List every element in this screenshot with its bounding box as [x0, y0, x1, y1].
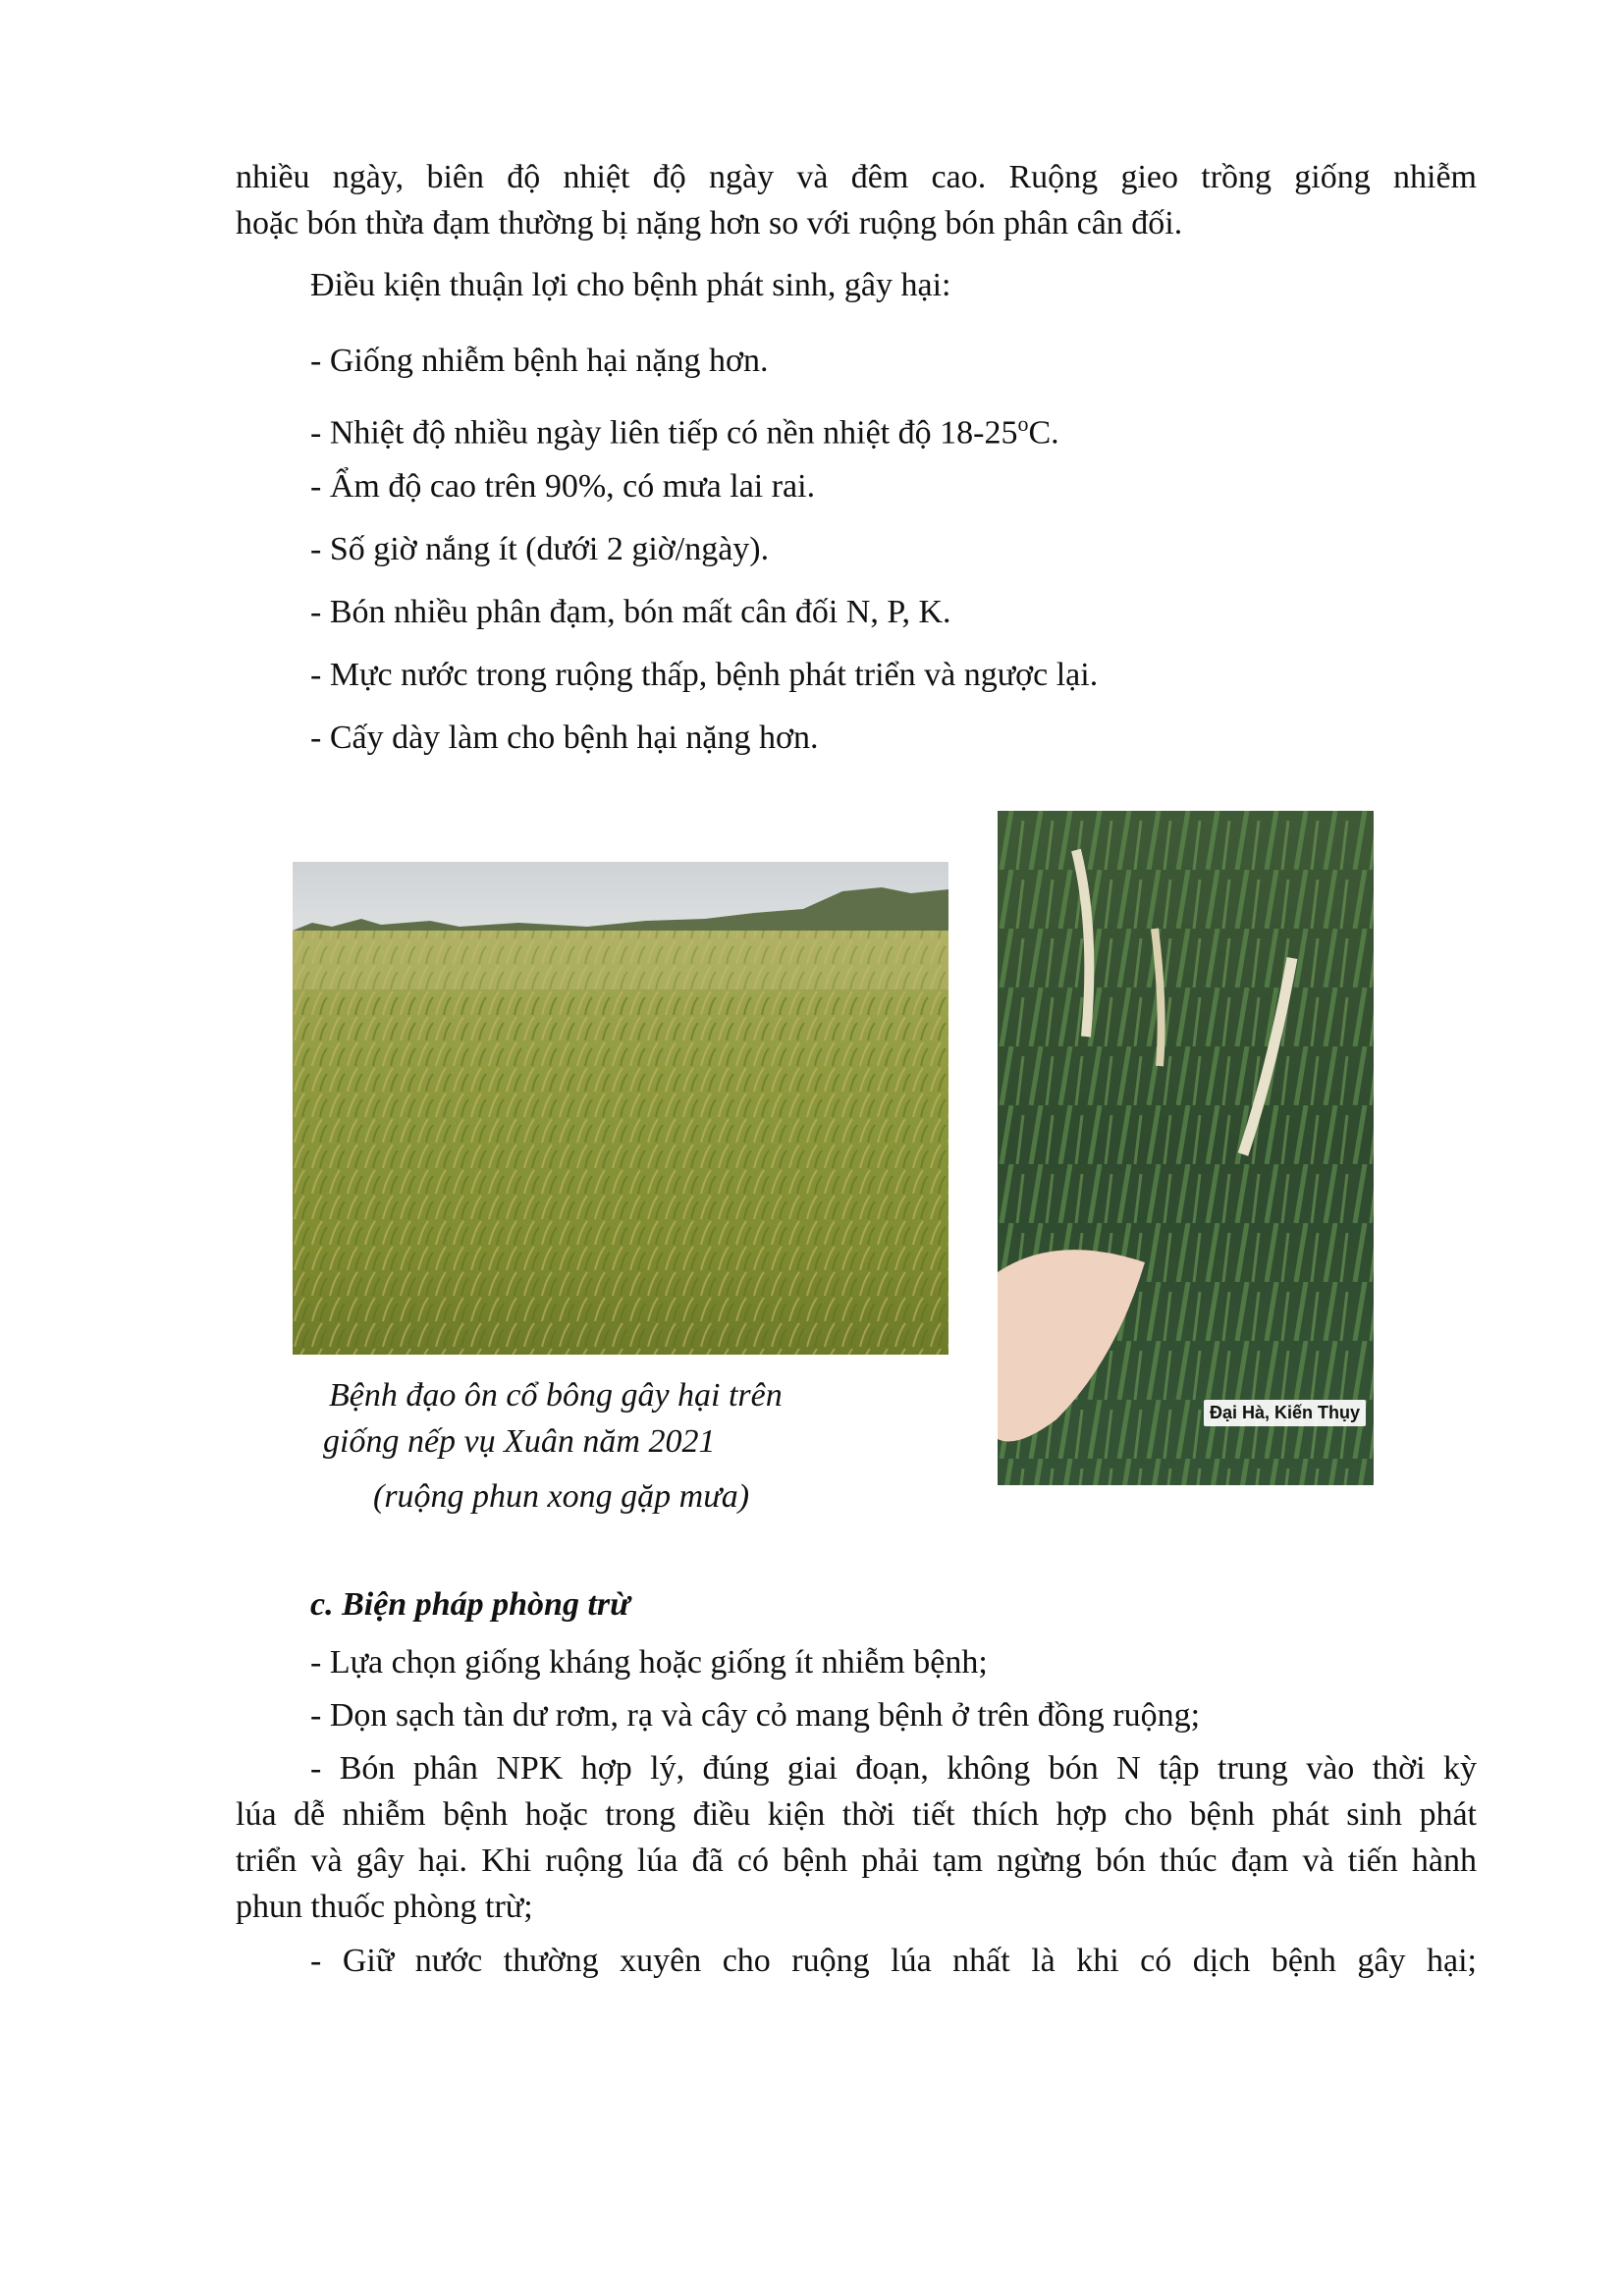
measure-item: - Bón phân NPK hợp lý, đúng giai đoạn, không bón N tập trung vào thời kỳ — [310, 1750, 1477, 1787]
infected-panicle-photo — [998, 811, 1374, 1485]
figure-caption-line: (ruộng phun xong gặp mưa) — [373, 1478, 750, 1515]
measure-item: - Giữ nước thường xuyên cho ruộng lúa nhất là khi có dịch bệnh gây hại; — [310, 1943, 1477, 1979]
degree-unit: C. — [1028, 414, 1059, 452]
measure-item: - Dọn sạch tàn dư rơm, rạ và cây cỏ mang bệnh ở trên đồng ruộng; — [310, 1697, 1201, 1734]
paragraph-line: nhiều ngày, biên độ nhiệt độ ngày và đêm cao. Ruộng gieo trồng giống nhiễm — [236, 159, 1477, 195]
measure-item-cont: lúa dễ nhiễm bệnh hoặc trong điều kiện thời tiết thích hợp cho bệnh phát sinh phát — [236, 1796, 1477, 1833]
conditions-intro: Điều kiện thuận lợi cho bệnh phát sinh, gây hại: — [310, 267, 951, 303]
condition-item: - Giống nhiễm bệnh hại nặng hơn. — [310, 343, 769, 379]
condition-item: - Bón nhiều phân đạm, bón mất cân đối N, P, K. — [310, 594, 951, 630]
figure-caption-line: Bệnh đạo ôn cổ bông gây hại trên — [329, 1377, 783, 1414]
panicle-closeup-image — [998, 811, 1374, 1485]
condition-item: - Mực nước trong ruộng thấp, bệnh phát triển và ngược lại. — [310, 657, 1099, 693]
section-heading: c. Biện pháp phòng trừ — [310, 1586, 630, 1623]
degree-symbol: o — [1017, 411, 1029, 436]
paragraph-line: hoặc bón thừa đạm thường bị nặng hơn so với ruộng bón phân cân đối. — [236, 205, 1183, 241]
measure-item-cont: phun thuốc phòng trừ; — [236, 1889, 533, 1925]
measure-item-cont: triển và gây hại. Khi ruộng lúa đã có bệnh phải tạm ngừng bón thúc đạm và tiến hành — [236, 1842, 1477, 1879]
condition-text: - Nhiệt độ nhiều ngày liên tiếp có nền nhiệt độ 18-25 — [310, 414, 1018, 452]
rice-field-image — [293, 862, 948, 1355]
figure-caption-line: giống nếp vụ Xuân năm 2021 — [323, 1423, 716, 1460]
photo-location-label: Đại Hà, Kiến Thụy — [1204, 1400, 1366, 1426]
condition-item: - Cấy dày làm cho bệnh hại nặng hơn. — [310, 720, 819, 756]
rice-field-photo — [293, 862, 948, 1355]
condition-item: - Số giờ nắng ít (dưới 2 giờ/ngày). — [310, 531, 770, 567]
condition-item — [310, 400, 1059, 455]
measure-item: - Lựa chọn giống kháng hoặc giống ít nhiễm bệnh; — [310, 1644, 988, 1681]
condition-item: - Ẩm độ cao trên 90%, có mưa lai rai. — [310, 468, 816, 505]
